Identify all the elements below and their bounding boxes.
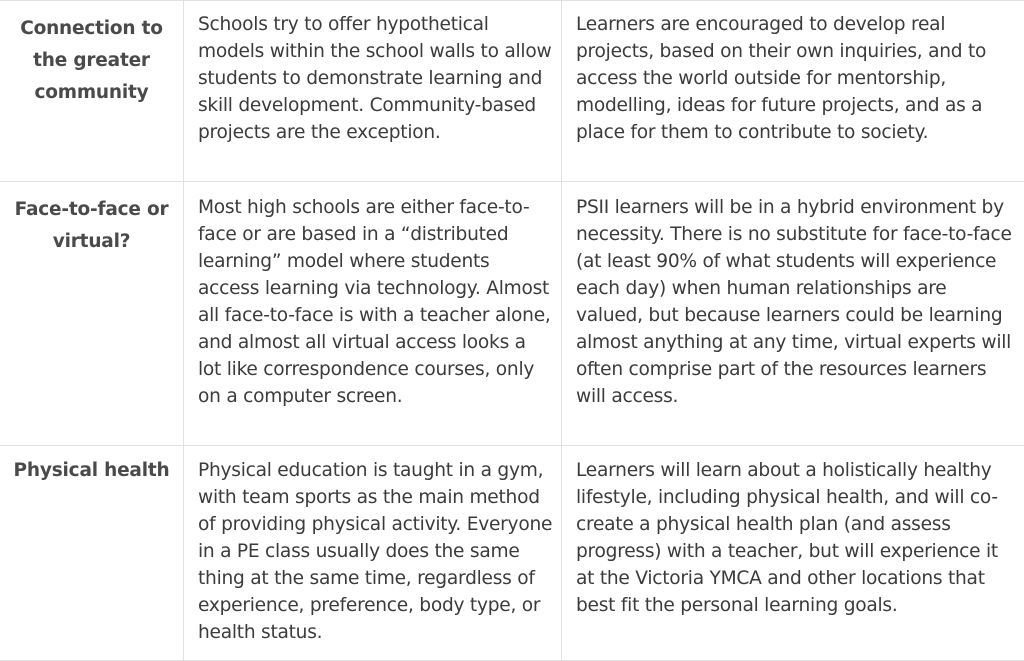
current-practice-cell: Physical education is taught in a gym, with team sports as the main method of providing physical activity. Everyone in a PE class usually does the same thing at the same time, regardless of experience, preference, body type, or health status. (183, 446, 561, 660)
psii-approach-cell: Learners will learn about a holistically healthy lifestyle, including physical health, and will co-create a physical health plan (and assess progress) with a teacher, but will experience it at the Victoria YMCA and other locations that best fit the personal learning goals. (561, 446, 1024, 660)
table-row (0, 446, 1024, 660)
table-row (0, 182, 1024, 446)
psii-approach-cell: PSII learners will be in a hybrid environment by necessity. There is no substitute for face-to-face (at least 90% of what students will experience each day) when human relationships are valued, but because learners could be learning almost anything at any time, virtual experts will often comprise part of the resources learners will access. (561, 182, 1024, 445)
table-row (0, 1, 1024, 182)
psii-approach-cell: Learners are encouraged to develop real projects, based on their own inquiries, and to access the world outside for mentorship, modelling, ideas for future projects, and as a place for them to contribute to society. (561, 1, 1024, 181)
current-practice-cell: Schools try to offer hypothetical models within the school walls to allow students to demonstrate learning and skill development. Community-based projects are the exception. (183, 1, 561, 181)
row-heading: Physical health (13, 460, 170, 481)
row-heading: Connection to the greater community (20, 18, 163, 103)
current-practice-cell: Most high schools are either face-to-face or are based in a “distributed learning” model where students access learning via technology. Almost all face-to-face is with a teacher alone, and almost all virtual access looks a lot like correspondence courses, only on a computer screen. (183, 182, 561, 445)
row-heading: Face-to-face or virtual? (14, 199, 169, 252)
